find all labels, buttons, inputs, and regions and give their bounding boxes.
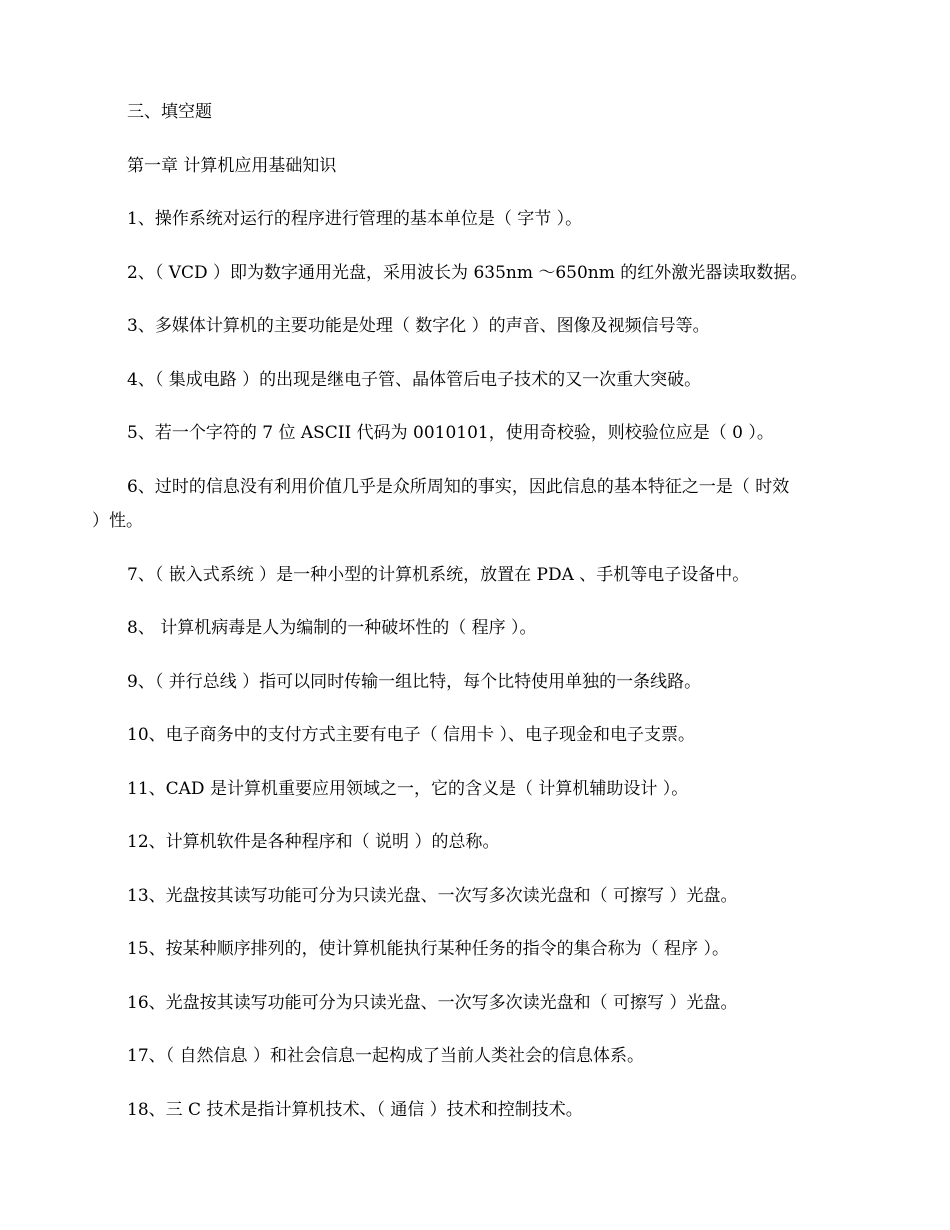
question-item-7: 7、（ 嵌入式系统 ）是一种小型的计算机系统，放置在 PDA 、手机等电子设备中。 [127,565,750,585]
question-item-4: 4、（ 集成电路 ）的出现是继电子管、晶体管后电子技术的又一次重大突破。 [127,370,702,390]
question-item-12: 12、计算机软件是各种程序和（ 说明 ）的总称。 [127,832,500,852]
question-item-5: 5、若一个字符的 7 位 ASCII 代码为 0010101，使用奇校验，则校验位应是（ 0 ）。 [127,423,774,443]
question-item-10: 10、电子商务中的支付方式主要有电子（ 信用卡 ）、电子现金和电子支票。 [127,725,695,745]
question-item-16: 16、光盘按其读写功能可分为只读光盘、一次写多次读光盘和（ 可擦写 ）光盘。 [127,993,738,1013]
question-item-8: 8、 计算机病毒是人为编制的一种破坏性的（ 程序 ）。 [127,618,537,638]
section-title: 三、填空题 [127,102,212,122]
chapter-title: 第一章 计算机应用基础知识 [127,156,337,176]
question-item-17: 17、（ 自然信息 ）和社会信息一起构成了当前人类社会的信息体系。 [127,1046,644,1066]
question-item-2: 2、（ VCD ）即为数字通用光盘，采用波长为 635nm ～650nm 的红外激光器读取数据。 [127,263,808,283]
question-item-15: 15、按某种顺序排列的，使计算机能执行某种任务的指令的集合称为（ 程序 ）。 [127,939,729,959]
question-item-1: 1、操作系统对运行的程序进行管理的基本单位是（ 字节 ）。 [127,209,583,229]
question-item-13: 13、光盘按其读写功能可分为只读光盘、一次写多次读光盘和（ 可擦写 ）光盘。 [127,886,738,906]
question-item-6-continuation: ）性。 [92,511,143,531]
question-item-3: 3、多媒体计算机的主要功能是处理（ 数字化 ）的声音、图像及视频信号等。 [127,316,710,336]
question-item-6: 6、过时的信息没有利用价值几乎是众所周知的事实，因此信息的基本特征之一是（ 时效 [127,477,790,497]
question-item-9: 9、（ 并行总线 ）指可以同时传输一组比特，每个比特使用单独的一条线路。 [127,672,702,692]
question-item-18: 18、三 C 技术是指计算机技术、（ 通信 ）技术和控制技术。 [127,1100,583,1120]
question-item-11: 11、CAD 是计算机重要应用领域之一，它的含义是（ 计算机辅助设计 ）。 [127,779,689,799]
